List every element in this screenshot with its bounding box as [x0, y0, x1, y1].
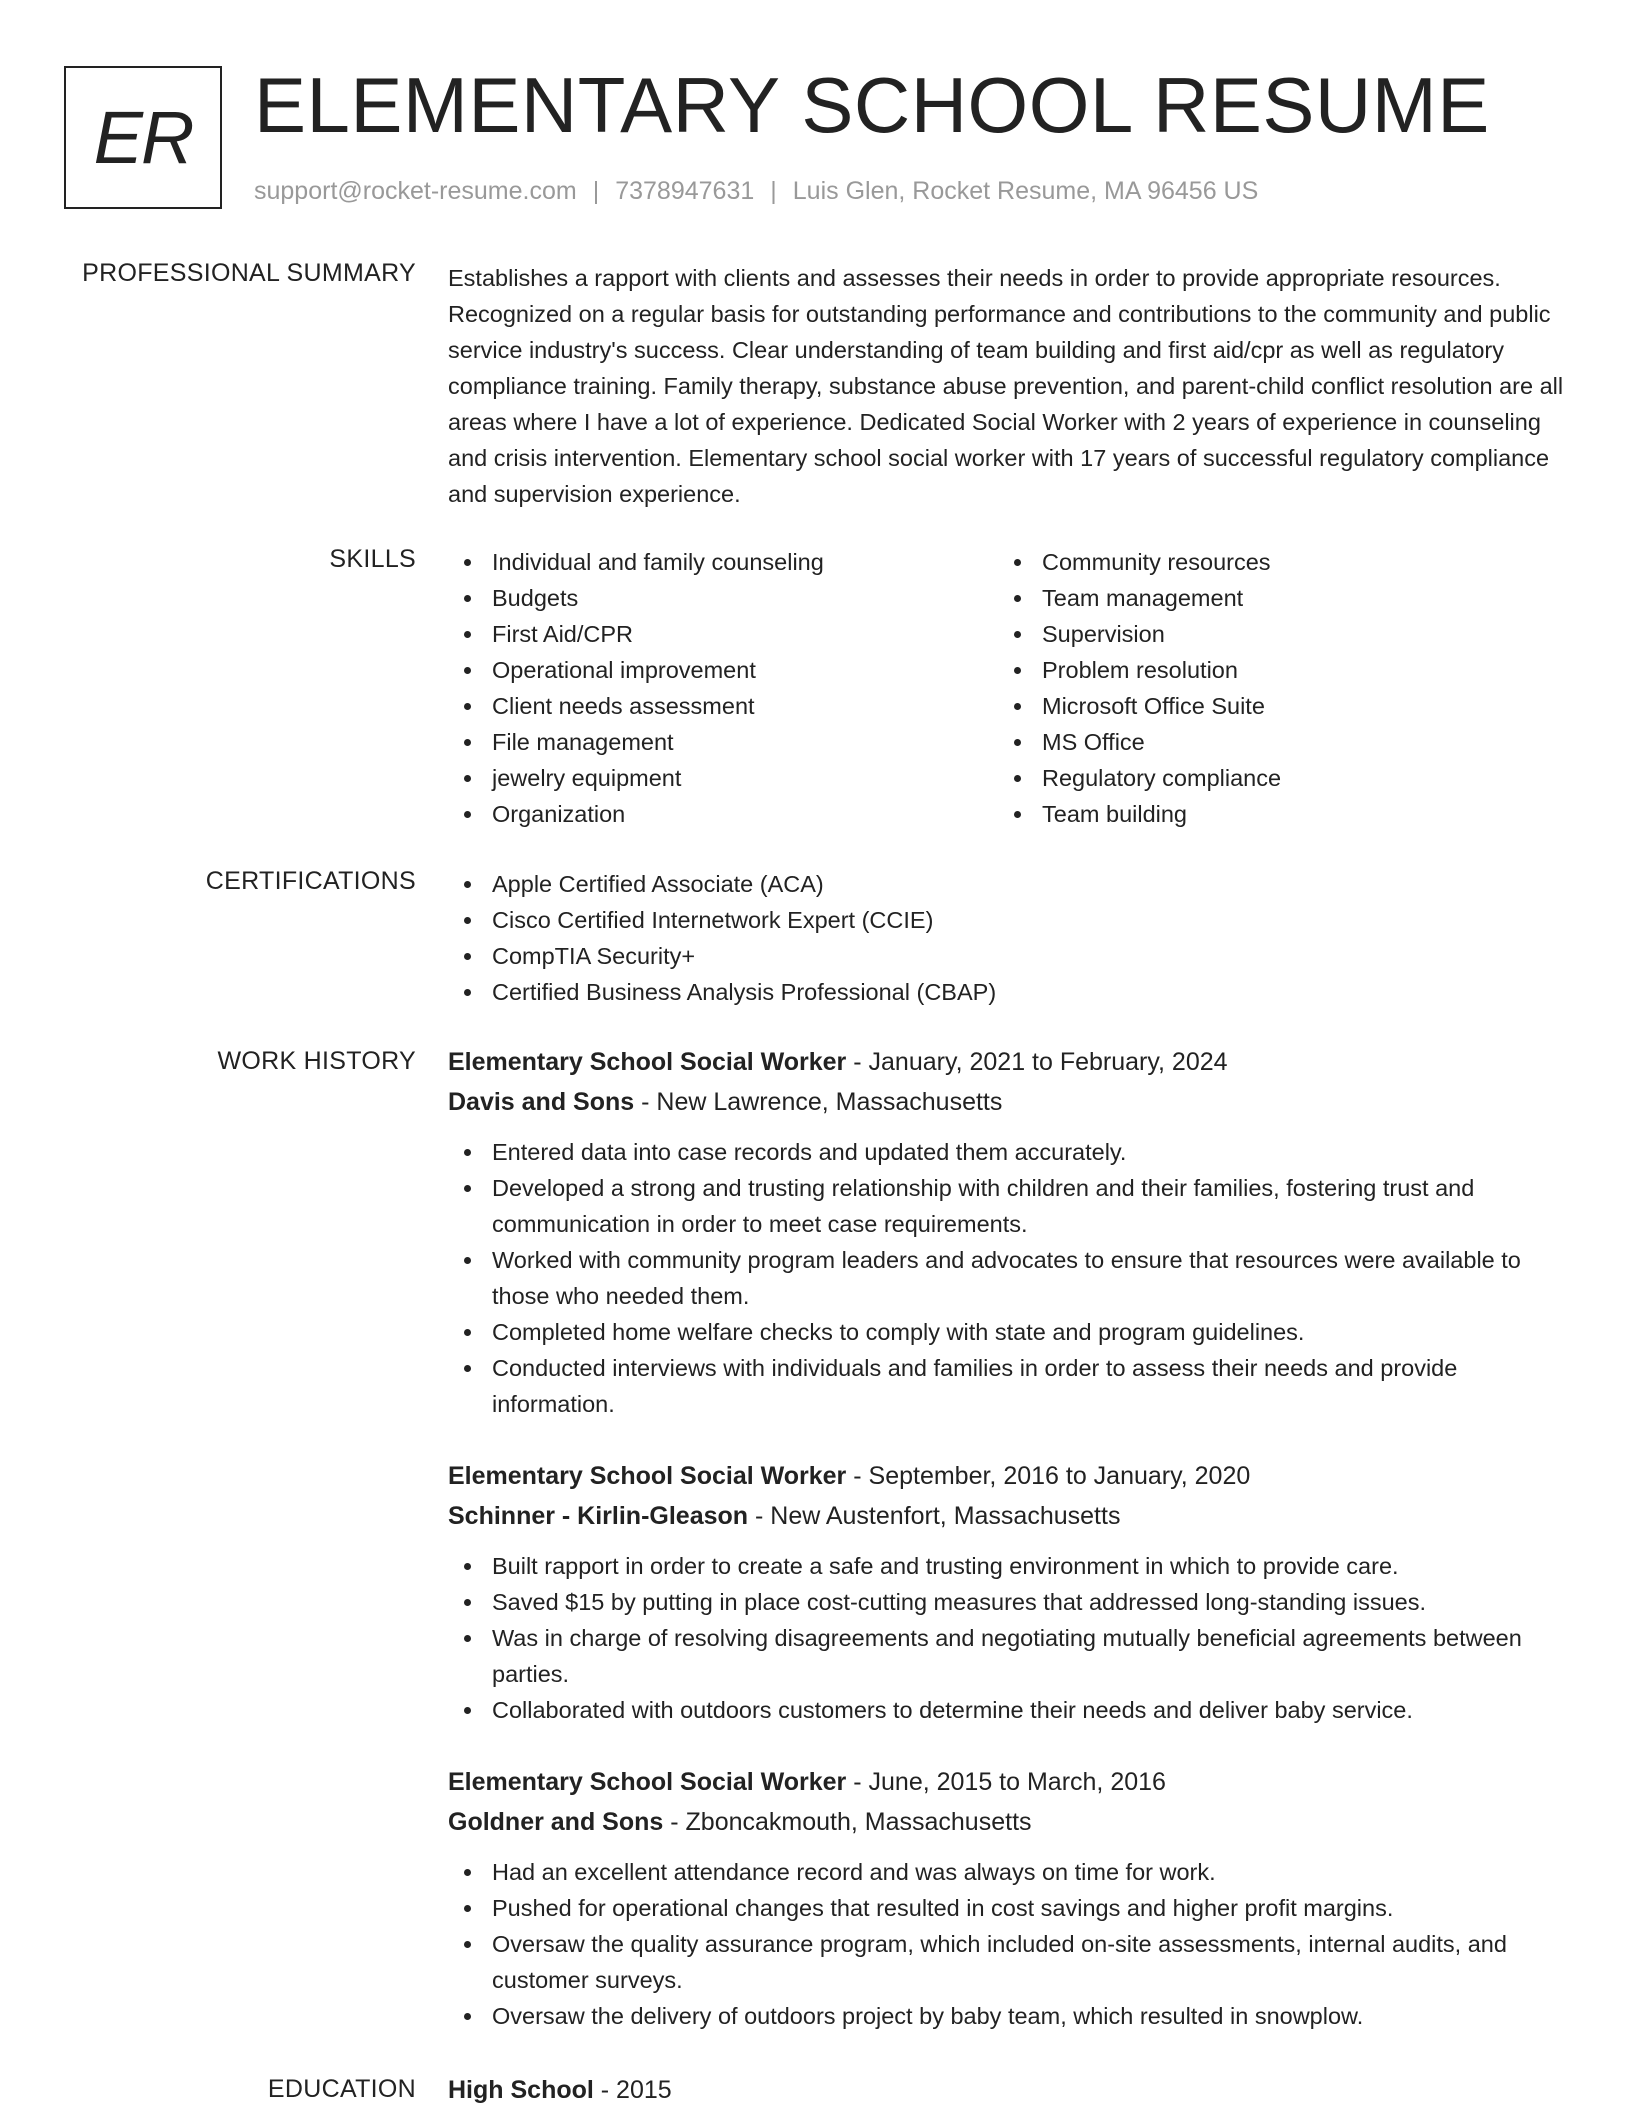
- list-item: Saved $15 by putting in place cost-cutting measures that addressed long-standing issues.: [448, 1584, 1568, 1620]
- job-title-line: [448, 1042, 1568, 1082]
- page-title: ELEMENTARY SCHOOL RESUME: [254, 61, 1490, 149]
- list-item: Supervision: [998, 616, 1548, 652]
- list-item: Collaborated with outdoors customers to determine their needs and deliver baby service.: [448, 1692, 1568, 1728]
- skills-list-right: [998, 544, 1548, 832]
- list-item: Client needs assessment: [448, 688, 998, 724]
- contact-separator: |: [770, 177, 777, 205]
- job-title-line: [448, 1456, 1568, 1496]
- contact-email[interactable]: support@rocket-resume.com: [254, 177, 577, 205]
- skills-list-left: [448, 544, 998, 832]
- list-item: Apple Certified Associate (ACA): [448, 866, 1568, 902]
- list-item: Was in charge of resolving disagreements and negotiating mutually beneficial agreements between parties.: [448, 1620, 1568, 1692]
- education-line: [448, 2070, 1568, 2110]
- job-entry: [448, 1762, 1568, 2034]
- section-label-skills: SKILLS: [329, 545, 416, 573]
- list-item: Completed home welfare checks to comply with state and program guidelines.: [448, 1314, 1568, 1350]
- contact-separator: |: [592, 177, 600, 205]
- list-item: Operational improvement: [448, 652, 998, 688]
- job-location: - New Austenfort, Massachusetts: [748, 1502, 1121, 1530]
- list-item: Pushed for operational changes that resulted in cost savings and higher profit margins.: [448, 1890, 1568, 1926]
- list-item: Team management: [998, 580, 1548, 616]
- job-company-line: [448, 1082, 1568, 1122]
- list-item: Certified Business Analysis Professional (CBAP): [448, 974, 1568, 1010]
- section-label-work-history: WORK HISTORY: [217, 1047, 416, 1075]
- job-company-line: [448, 1496, 1568, 1536]
- certifications-list: [448, 866, 1568, 1010]
- list-item: Team building: [998, 796, 1548, 832]
- list-item: CompTIA Security+: [448, 938, 1568, 974]
- list-item: Problem resolution: [998, 652, 1548, 688]
- list-item: Budgets: [448, 580, 998, 616]
- contact-address: Luis Glen, Rocket Resume, MA 96456 US: [792, 177, 1259, 205]
- job-location: - Zboncakmouth, Massachusetts: [663, 1808, 1032, 1836]
- monogram-logo: ER: [64, 66, 222, 209]
- contact-phone[interactable]: 7378947631: [615, 177, 755, 205]
- job-entry: [448, 1456, 1568, 1728]
- job-dates: - June, 2015 to March, 2016: [846, 1768, 1166, 1796]
- job-title: Elementary School Social Worker: [448, 1768, 847, 1796]
- list-item: Microsoft Office Suite: [998, 688, 1548, 724]
- job-bullets: [448, 1548, 1568, 1728]
- job-company: Goldner and Sons: [448, 1808, 664, 1836]
- contact-line: [254, 176, 1258, 206]
- job-dates: - January, 2021 to February, 2024: [846, 1048, 1228, 1076]
- list-item: Oversaw the quality assurance program, which included on-site assessments, internal audits, and customer surveys.: [448, 1926, 1568, 1998]
- job-location: - New Lawrence, Massachusetts: [634, 1088, 1003, 1116]
- list-item: Community resources: [998, 544, 1548, 580]
- section-label-education: EDUCATION: [267, 2075, 416, 2103]
- list-item: Individual and family counseling: [448, 544, 998, 580]
- job-company: Davis and Sons: [448, 1088, 635, 1116]
- list-item: Oversaw the delivery of outdoors project by baby team, which resulted in snowplow.: [448, 1998, 1568, 2034]
- job-dates: - September, 2016 to January, 2020: [846, 1462, 1251, 1490]
- section-label-certifications: CERTIFICATIONS: [205, 867, 416, 895]
- list-item: Built rapport in order to create a safe and trusting environment in which to provide care.: [448, 1548, 1568, 1584]
- job-bullets: [448, 1854, 1568, 2034]
- list-item: File management: [448, 724, 998, 760]
- job-company: Schinner - Kirlin-Gleason: [448, 1502, 749, 1530]
- list-item: Regulatory compliance: [998, 760, 1548, 796]
- job-bullets: [448, 1134, 1568, 1422]
- section-label-summary: PROFESSIONAL SUMMARY: [82, 259, 416, 287]
- summary-text: Establishes a rapport with clients and assesses their needs in order to provide appropriate resources. Recognized on a regular basis for outstanding performance and contributions to the community and public service industry's success. Clear understanding of team building and first aid/cpr as well as regulatory compliance training. Family therapy, substance abuse prevention, and parent-child conflict resolution are all areas where I have a lot of experience. Dedicated Social Worker with 2 years of experience in counseling and crisis intervention. Elementary school social worker with 17 years of successful regulatory compliance and supervision experience.: [448, 265, 1564, 507]
- list-item: Cisco Certified Internetwork Expert (CCIE): [448, 902, 1568, 938]
- education-year: - 2015: [593, 2076, 672, 2104]
- job-company-line: [448, 1802, 1568, 1842]
- list-item: Had an excellent attendance record and was always on time for work.: [448, 1854, 1568, 1890]
- job-title-line: [448, 1762, 1568, 1802]
- list-item: jewelry equipment: [448, 760, 998, 796]
- list-item: Conducted interviews with individuals and families in order to assess their needs and provide information.: [448, 1350, 1568, 1422]
- list-item: Developed a strong and trusting relationship with children and their families, fostering trust and communication in order to meet case requirements.: [448, 1170, 1568, 1242]
- list-item: Organization: [448, 796, 998, 832]
- education-degree: High School: [448, 2076, 594, 2104]
- job-entry: [448, 1042, 1568, 1422]
- list-item: Worked with community program leaders and advocates to ensure that resources were available to those who needed them.: [448, 1242, 1568, 1314]
- list-item: First Aid/CPR: [448, 616, 998, 652]
- list-item: MS Office: [998, 724, 1548, 760]
- job-title: Elementary School Social Worker: [448, 1048, 847, 1076]
- list-item: Entered data into case records and updated them accurately.: [448, 1134, 1568, 1170]
- job-title: Elementary School Social Worker: [448, 1462, 847, 1490]
